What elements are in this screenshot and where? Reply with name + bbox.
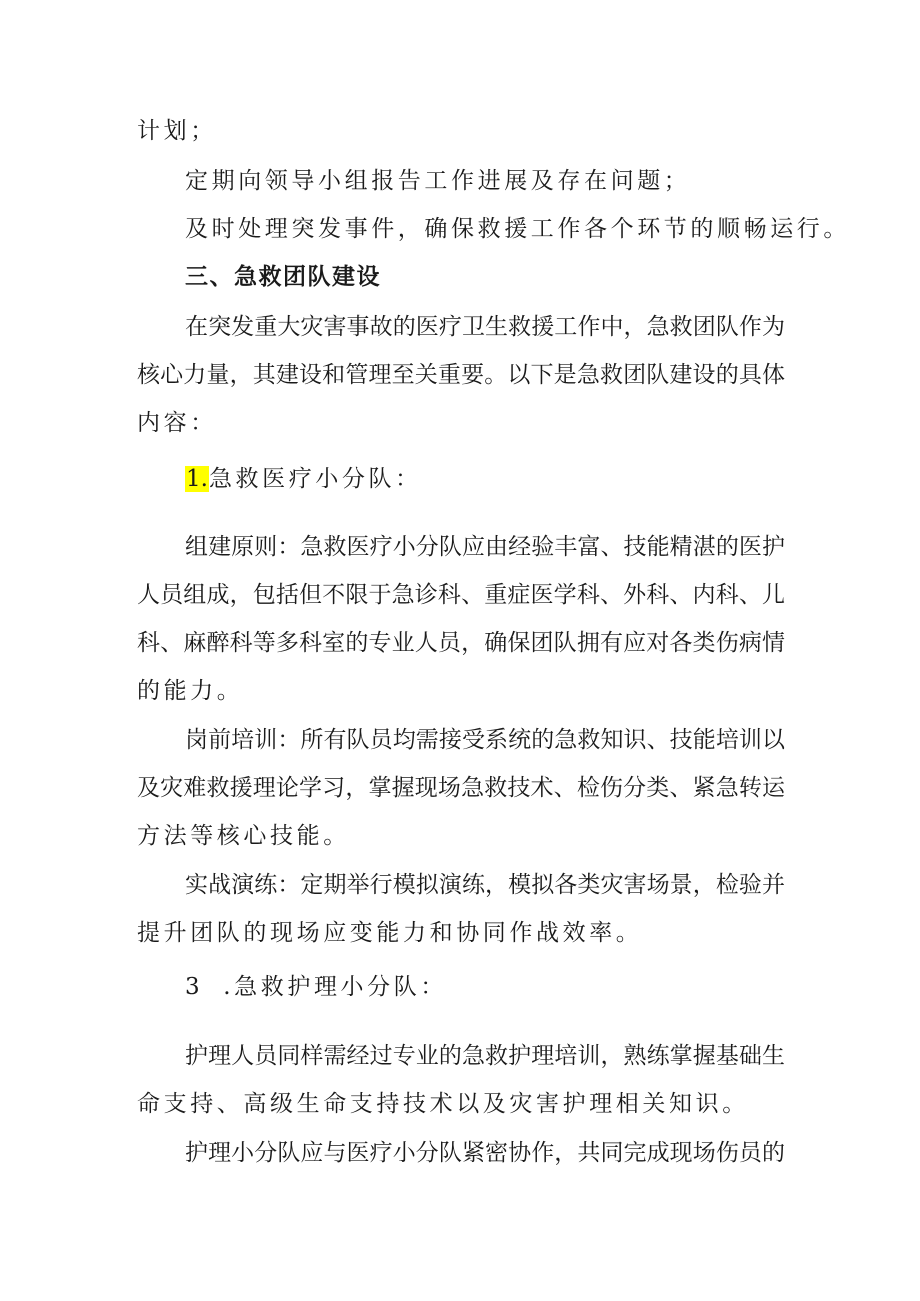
text-line: 提升团队的现场应变能力和协同作战效率。: [137, 920, 643, 946]
subsection-heading: [185, 464, 422, 494]
text-line: 科、麻醉科等多科室的专业人员，确保团队拥有应对各类伤病情: [137, 630, 785, 656]
text-line: 及时处理突发事件，确保救援工作各个环节的顺畅运行。: [185, 216, 850, 242]
text-line: 护理小分队应与医疗小分队紧密协作，共同完成现场伤员的: [185, 1140, 785, 1166]
text-line: 实战演练：定期举行模拟演练，模拟各类灾害场景，检验并: [185, 872, 785, 898]
text-line: 组建原则：急救医疗小分队应由经验丰富、技能精湛的医护: [185, 534, 785, 560]
subsection-heading: [185, 972, 447, 1002]
text-line: 内容：: [137, 410, 217, 436]
text-line: 护理人员同样需经过专业的急救护理培训，熟练掌握基础生: [185, 1043, 785, 1069]
text-line: 人员组成，包括但不限于急诊科、重症医学科、外科、内科、儿: [137, 582, 785, 608]
text-line: 定期向领导小组报告工作进展及存在问题；: [185, 168, 691, 194]
text-line: 的能力。: [137, 678, 244, 704]
text-line: 计划；: [137, 118, 217, 144]
text-line: 岗前培训：所有队员均需接受系统的急救知识、技能培训以: [185, 727, 785, 753]
text-line: 命支持、高级生命支持技术以及灾害护理相关知识。: [137, 1091, 749, 1117]
highlighted-number: 1.: [186, 466, 208, 492]
subsection-title: .急救护理小分队：: [223, 974, 447, 1000]
subsection-title: 急救医疗小分队：: [208, 466, 422, 492]
subsection-number: 3: [185, 974, 204, 1000]
text-line: 在突发重大灾害事故的医疗卫生救援工作中，急救团队作为: [185, 314, 785, 340]
text-line: 及灾难救援理论学习，掌握现场急救技术、检伤分类、紧急转运: [137, 775, 785, 801]
section-heading: 三、急救团队建设: [185, 264, 381, 290]
text-line: 核心力量，其建设和管理至关重要。以下是急救团队建设的具体: [137, 362, 785, 388]
text-line: 方法等核心技能。: [137, 823, 350, 849]
